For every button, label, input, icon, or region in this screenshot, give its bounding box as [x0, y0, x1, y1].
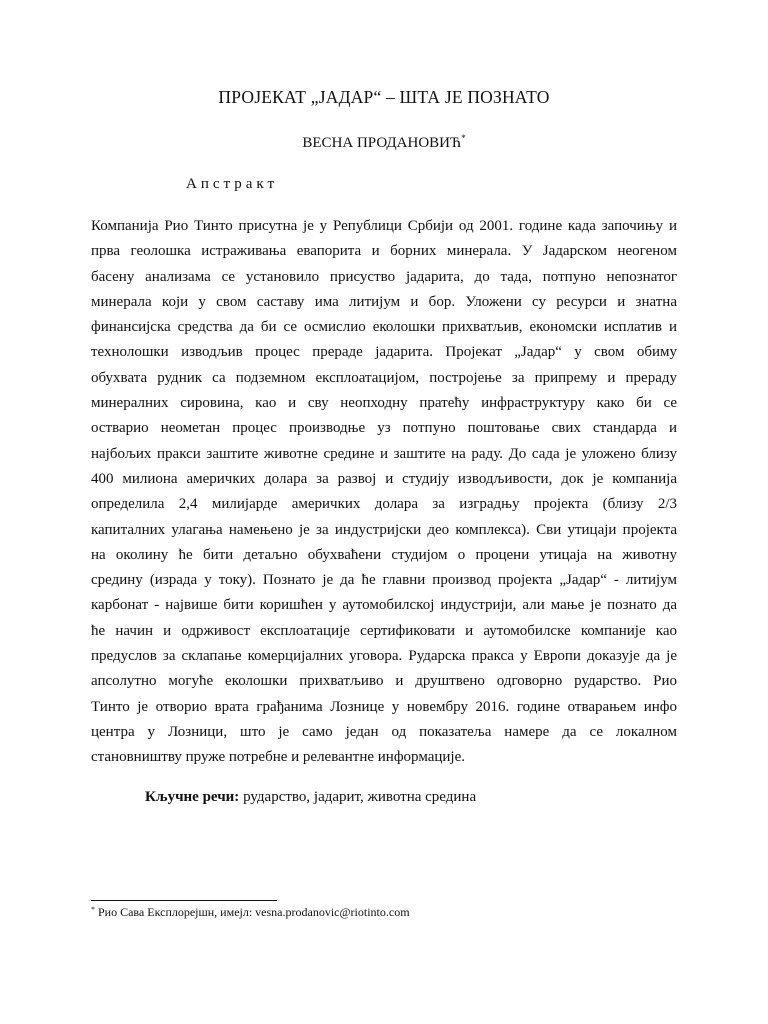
footnote [91, 905, 410, 920]
abstract-line: на околину ће бити детаљно обухваћени студијом о процени утицаја на животну [91, 546, 677, 563]
abstract-line: остварио неометан процес производње уз потпуно поштовање свих стандарда и [91, 420, 677, 437]
abstract-line: капиталних улагања намењено је за индустријски део комплекса). Сви утицаји пројекта [91, 521, 677, 538]
keywords-label: Кључне речи: [145, 789, 240, 805]
footnote-mark: * [91, 905, 95, 914]
abstract-line: апсолутно могуће еколошки прихватљиво и друштвено одговорно рударство. Рио [91, 673, 677, 690]
abstract-line: центра у Лозници, што је само један од показатеља намере да се локалном [91, 723, 677, 740]
abstract-heading: Апстракт [186, 176, 279, 192]
abstract-line: обухвата рудник са подземном експлоатацијом, постројење за припрему и прераду [91, 369, 677, 386]
abstract-line: најбољих пракси заштите животне средине и заштите на раду. До сада је уложено близу [91, 445, 677, 462]
abstract-line: басену анализама се установило присуство јадарита, до тада, потпуно непознатог [91, 268, 677, 285]
abstract-line: Компанија Рио Тинто присутна је у Републици Србији од 2001. године када започињу и [91, 218, 677, 234]
author-line [0, 133, 768, 152]
abstract-line: становништву пруже потребне и релевантне информације. [91, 749, 466, 766]
abstract-line: финансијска средства да би се осмислио еколошки прихватљив, економски исплатив и [91, 319, 677, 336]
abstract-line: определила 2,4 милијарде америчких долара за изградњу пројекта (близу 2/3 [91, 496, 677, 513]
abstract-line: 400 милиона америчких долара за развој и студију изводљивости, док је компанија [91, 470, 677, 487]
keywords-text: рударство, јадарит, животна средина [243, 789, 477, 805]
abstract-line: технолошки изводљив процес прераде јадарита. Пројекат „Јадар“ у свом обиму [91, 344, 677, 361]
abstract-line: ће начин и одрживост експлоатације сертификовати и аутомобилске компаније као [91, 622, 677, 639]
abstract-line: средину (израда у току). Познато је да ће главни производ пројекта „Јадар“ - литијум [91, 572, 677, 589]
abstract-body [91, 214, 677, 771]
abstract-line: предуслов за склапање комерцијалних уговора. Рударска пракса у Европи доказује да је [91, 648, 677, 665]
author-footnote-mark: * [461, 133, 466, 143]
footnote-divider [91, 900, 277, 901]
author-name: ВЕСНА ПРОДАНОВИЋ [302, 135, 462, 151]
keywords [145, 789, 476, 806]
paper-title: ПРОЈЕКАТ „ЈАДАР“ – ШТА ЈЕ ПОЗНАТО [218, 87, 550, 107]
abstract-line: минерала који у свом саставу има литијум и бор. Уложени су ресурси и знатна [91, 293, 677, 310]
abstract-line: Тинто је отворио врата грађанима Лознице у новембру 2016. године отварањем инфо [91, 698, 677, 715]
abstract-line: прва геолошка истраживања евапорита и борних минерала. У Јадарском неогеном [91, 243, 677, 260]
footnote-text: Рио Сава Експлорејшн, имејл: vesna.prodanovic@riotinto.com [98, 905, 410, 919]
abstract-line: минералних сировина, као и сву неопходну пратећу инфраструктуру како би се [91, 395, 677, 412]
abstract-line: карбонат - највише бити коришћен у аутомобилској индустрији, али мање је познато да [91, 597, 677, 614]
